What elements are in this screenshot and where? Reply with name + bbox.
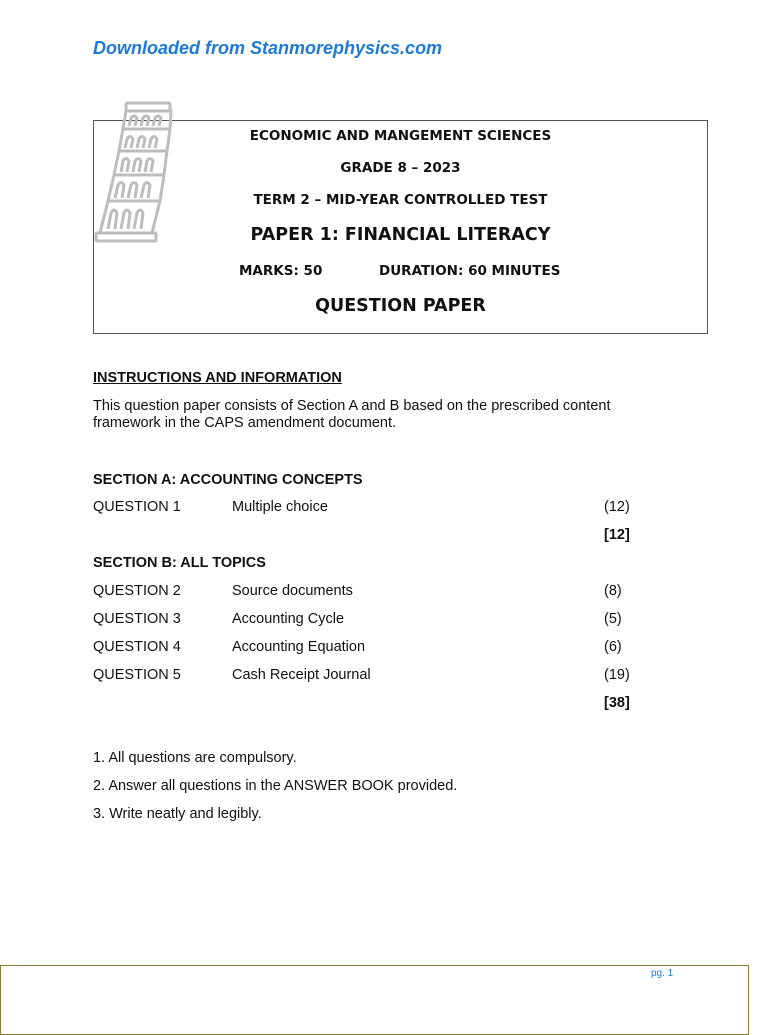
question-topic: Multiple choice bbox=[232, 499, 328, 515]
question-marks: (8) bbox=[604, 583, 622, 599]
question-topic: Source documents bbox=[232, 583, 353, 599]
question-label: QUESTION 3 bbox=[93, 611, 181, 627]
document-type: QUESTION PAPER bbox=[315, 296, 486, 316]
rule-item: 1. All questions are compulsory. bbox=[93, 750, 297, 766]
paper-title: PAPER 1: FINANCIAL LITERACY bbox=[250, 225, 551, 245]
footer-box bbox=[0, 965, 749, 1035]
question-label: QUESTION 2 bbox=[93, 583, 181, 599]
question-marks: (19) bbox=[604, 667, 630, 683]
grade-year: GRADE 8 – 2023 bbox=[340, 160, 461, 176]
section-a-total: [12] bbox=[604, 527, 630, 543]
term-title: TERM 2 – MID-YEAR CONTROLLED TEST bbox=[253, 192, 548, 208]
question-row bbox=[93, 667, 653, 687]
page-number: pg. 1 bbox=[651, 968, 674, 979]
instructions-heading: INSTRUCTIONS AND INFORMATION bbox=[93, 370, 342, 386]
question-label: QUESTION 5 bbox=[93, 667, 181, 683]
question-marks: (12) bbox=[604, 499, 630, 515]
question-row bbox=[93, 611, 653, 631]
question-marks: (6) bbox=[604, 639, 622, 655]
question-row bbox=[93, 639, 653, 659]
marks-label: MARKS: 50 bbox=[239, 263, 323, 279]
section-a-heading: SECTION A: ACCOUNTING CONCEPTS bbox=[93, 472, 363, 488]
subject-title: ECONOMIC AND MANGEMENT SCIENCES bbox=[249, 128, 552, 144]
question-topic: Accounting Equation bbox=[232, 639, 366, 655]
question-row bbox=[93, 499, 653, 519]
question-label: QUESTION 1 bbox=[93, 499, 181, 515]
question-topic: Cash Receipt Journal bbox=[232, 667, 371, 683]
section-b-heading: SECTION B: ALL TOPICS bbox=[93, 555, 266, 571]
duration-label: DURATION: 60 MINUTES bbox=[379, 263, 561, 279]
rule-item: 3. Write neatly and legibly. bbox=[93, 806, 262, 822]
question-marks: (5) bbox=[604, 611, 622, 627]
rule-item: 2. Answer all questions in the ANSWER BOOK provided. bbox=[93, 778, 458, 794]
section-b-total: [38] bbox=[604, 695, 630, 711]
instructions-text: This question paper consists of Section A and B based on the prescribed content framework in the CAPS amendment document. bbox=[93, 398, 611, 431]
source-banner: Downloaded from Stanmorephysics.com bbox=[93, 38, 443, 58]
question-row bbox=[93, 583, 653, 603]
question-topic: Accounting Cycle bbox=[232, 611, 345, 627]
title-box bbox=[93, 120, 708, 334]
question-label: QUESTION 4 bbox=[93, 639, 181, 655]
